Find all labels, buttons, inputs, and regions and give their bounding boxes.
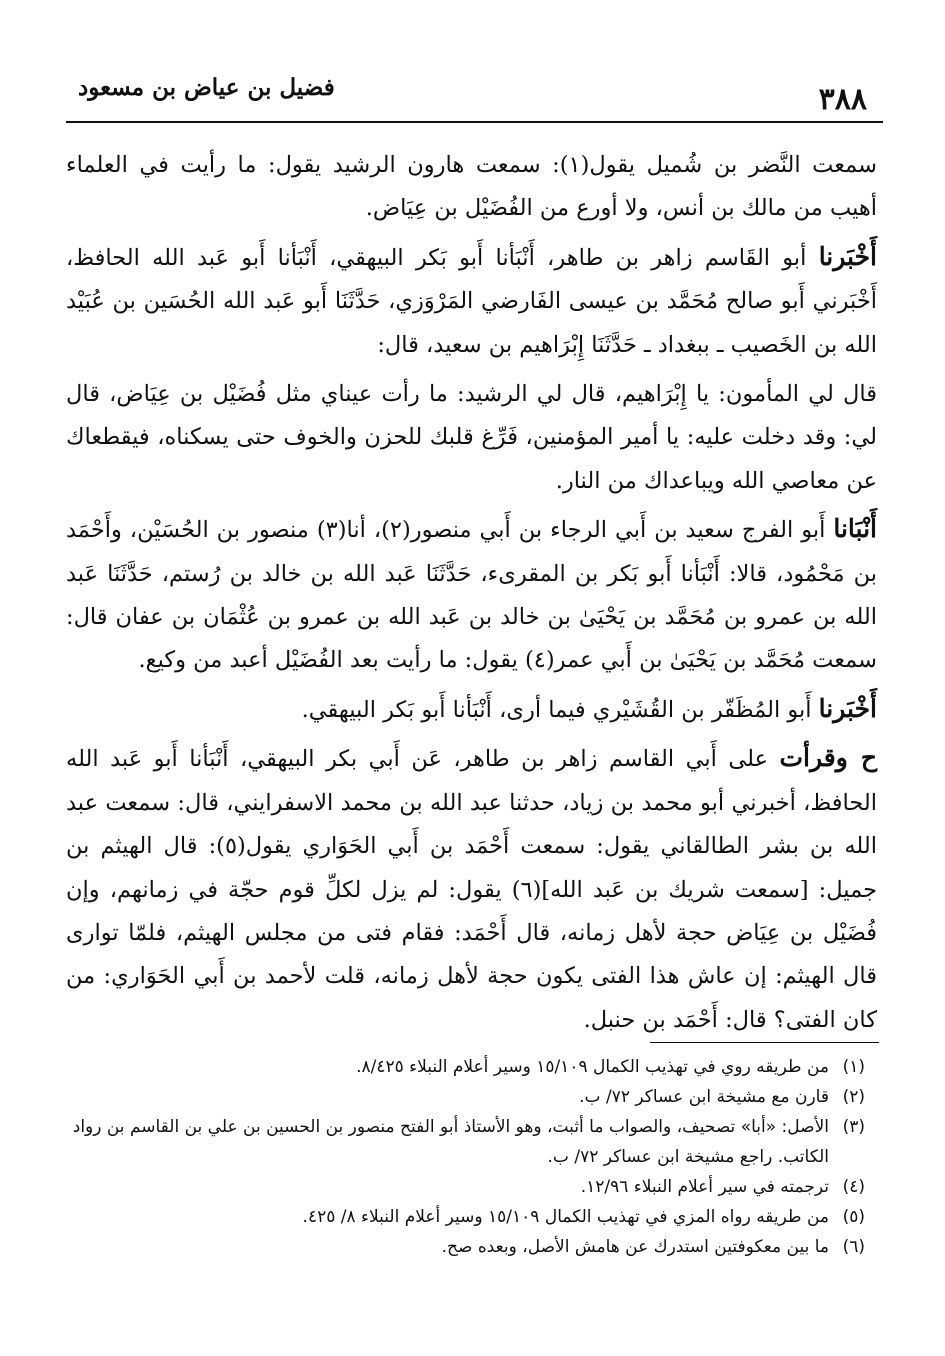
footnote-number: (٥) — [842, 1207, 865, 1227]
main-text — [66, 142, 877, 1046]
footnote-text: قارن مع مشيخة ابن عساكر ٧٢/ ب. — [579, 1087, 829, 1107]
paragraph-text: سمعت النَّضر بن شُميل يقول(١): سمعت هارون الرشيد يقول: ما رأيت في العلماء أهيب من مالك بن أنس، ولا أورع من الفُضَيْل بن عِيَاض. — [66, 152, 877, 222]
footnote — [72, 1052, 865, 1082]
footnote-number: (٤) — [842, 1177, 865, 1197]
footnote-text: من طريقه رواه المزي في تهذيب الكمال ١٥/١٠٩ وسير أعلام النبلاء ٨/ ٤٢٥. — [302, 1207, 829, 1227]
running-title: فضيل بن عياض بن مسعود — [78, 74, 335, 101]
paragraph-1 — [66, 142, 877, 231]
footnote-text: الأصل: «أبا» تصحيف، والصواب ما أثبت، وهو الأستاذ أبو الفتح منصور بن الحسين بن علي بن القاسم بن رواد الكاتب. راجع مشيخة ابن عساكر ٧٢/ ب. — [72, 1117, 829, 1167]
page-header — [78, 72, 867, 120]
footnote-text: ما بين معكوفتين استدرك عن هامش الأصل، وبعده صح. — [441, 1237, 829, 1257]
footnote-number: (١) — [842, 1057, 865, 1077]
paragraph-4 — [66, 507, 877, 683]
footnote-number: (٦) — [842, 1237, 865, 1257]
footnote-text: من طريقه روي في تهذيب الكمال ١٥/١٠٩ وسير أعلام النبلاء ٨/٤٢٥. — [356, 1057, 829, 1077]
footnote — [72, 1112, 865, 1172]
paragraph-5 — [66, 687, 877, 732]
header-rule — [66, 121, 883, 123]
footnote — [72, 1202, 865, 1232]
footnote — [72, 1082, 865, 1112]
footnote-text: ترجمته في سير أعلام النبلاء ١٢/٩٦. — [580, 1177, 829, 1197]
footnote — [72, 1172, 865, 1202]
paragraph-text: أبو القَاسم زاهر بن طاهر، أَنْبَأنا أَبو بَكر البيهقي، أَنْبَأنا أَبو عَبد الله الحافظ، أَخْبَرني أَبو صالح مُحَمَّد بن عيسى الفَارضي المَرْوَزي، حَدَّثَنَا أَبو عَبد الله الحُسَين بن عُبَيْد الله بن الخَصيب ـ ببغداد ـ حَدَّثَنَا إِبْرَاهيم بن سعيد، قال: — [66, 244, 877, 358]
paragraph-2 — [66, 235, 877, 367]
footnote-number: (٢) — [842, 1087, 865, 1107]
footnote-number: (٣) — [842, 1117, 865, 1137]
page-number: ٣٨٨ — [818, 82, 867, 117]
paragraph-6 — [66, 736, 877, 1042]
paragraph-text: على أَبي القاسم زاهر بن طاهر، عَن أَبي بكر البيهقي، أَنْبَأنا أَبو عَبد الله الحافظ، أخبرني أبو محمد بن زياد، حدثنا عبد الله بن محمد الاسفرايني، قال: سمعت عبد الله بن بشر الطالقاني يقول: سمعت أَحْمَد بن أَبي الحَوَاري يقول(٥): قال الهيثم بن جميل: [سمعت شريك بن عَبد الله](٦) يقول: لم يزل لكلِّ قوم حجّة في زمانهم، وإن فُضَيْل بن عِيَاض حجة لأهل زمانه، قال أَحْمَد: فقام فتى من مجلس الهيثم، فلمّا توارى قال الهيثم: إن عاش هذا الفتى يكون حجة لأهل زمانه، قلت لأحمد بن أَبي الحَوَاري: من كان الفتى؟ قال: أَحْمَد بن حنبل. — [66, 746, 877, 1033]
paragraph-3 — [66, 371, 877, 503]
paragraph-lead: أَنْبَانا — [833, 514, 877, 544]
footnote-rule — [650, 1042, 879, 1043]
paragraph-text: أَبو المُظَفّر بن القُشَيْري فيما أرى، أَنْبَأنا أَبو بَكر البيهقي. — [301, 696, 812, 723]
paragraph-lead: أَخْبَرنا — [818, 241, 878, 271]
footnote — [72, 1232, 865, 1262]
paragraph-text: قال لي المأمون: يا إِبْرَاهيم، قال لي الرشيد: ما رأت عيناي مثل فُضَيْل بن عِيَاض، قال لي: وقد دخلت عليه: يا أمير المؤمنين، فَرِّغ قلبك للحزن والخوف حتى يسكناه، فيقطعاك عن معاصي الله ويباعداك من النار. — [66, 381, 877, 494]
footnotes — [72, 1052, 865, 1262]
paragraph-text: أَبو الفرج سعيد بن أَبي الرجاء بن أَبي منصور(٢)، أنا(٣) منصور بن الحُسَيْن، وأَحْمَد بن مَحْمُود، قالا: أَنْبَأنا أَبو بَكر بن المقرىء، حَدَّثَنَا عَبد الله بن خالد بن رُستم، حَدَّثَنَا عَبد الله بن عمرو بن مُحَمَّد بن يَحْيَىٰ بن خالد بن عَبد الله بن عمرو بن عُثْمَان بن عفان قال: سمعت مُحَمَّد بن يَحْيَىٰ بن أَبي عمر(٤) يقول: ما رأيت بعد الفُضَيْل أعبد من وكيع. — [66, 517, 877, 674]
paragraph-lead: أَخْبَرنا — [818, 693, 877, 723]
paragraph-lead: ح وقرأت — [779, 743, 877, 773]
